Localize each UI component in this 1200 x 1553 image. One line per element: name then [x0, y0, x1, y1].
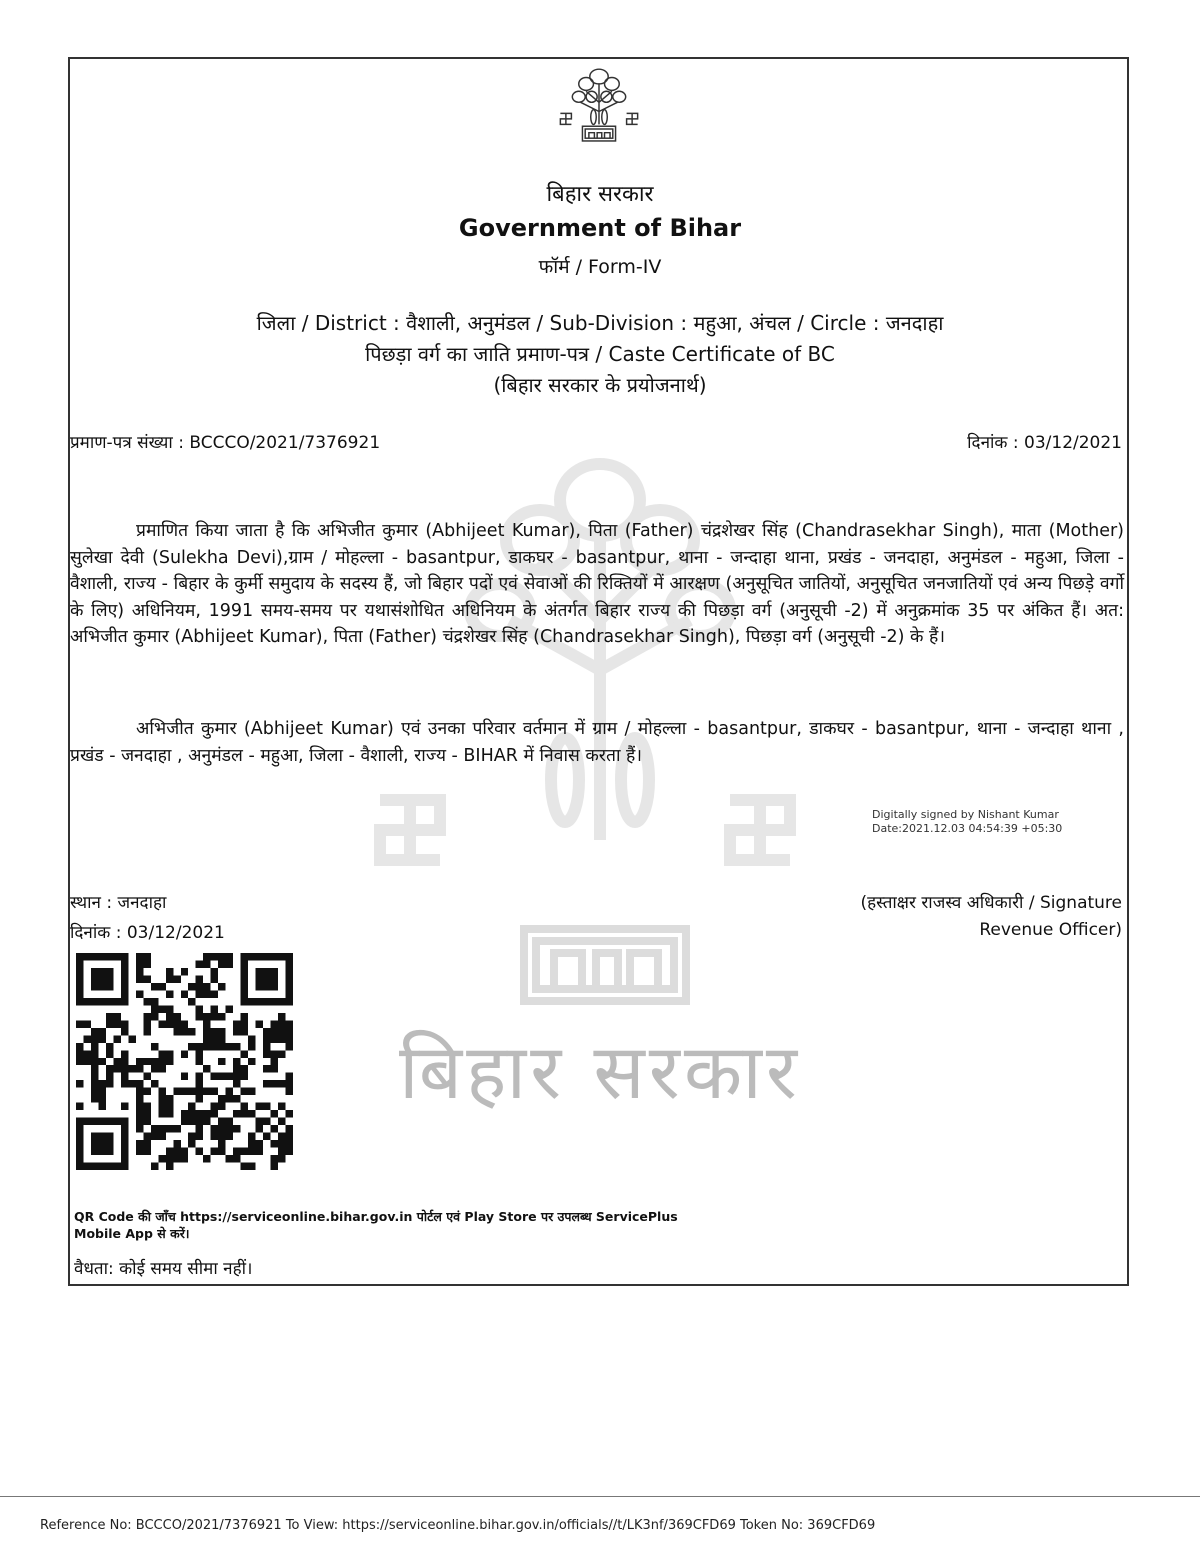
qr-note-line-1: QR Code की जाँच https://serviceonline.bihar.gov.in पोर्टल एवं Play Store पर उपलब्ध ServicePlus [74, 1209, 678, 1224]
place-label: स्थान : जनदाहा [70, 893, 167, 913]
footer-divider [0, 1496, 1200, 1497]
digital-signature-line-1: Digitally signed by Nishant Kumar [872, 808, 1059, 821]
certificate-title: पिछड़ा वर्ग का जाति प्रमाण-पत्र / Caste Certificate of BC [365, 342, 835, 366]
footer-reference: Reference No: BCCCO/2021/7376921 To View: https://serviceonline.bihar.gov.in/officials//t/LK3nf/369CFD69 Token No: 369CFD69 [40, 1518, 876, 1533]
certificate-paragraph-1: प्रमाणित किया जाता है कि अभिजीत कुमार (Abhijeet Kumar), पिता (Father) चंद्रशेखर सिंह (Chandrasekhar Singh), माता (Mother) सुलेखा देवी (Sulekha Devi),ग्राम / मोहल्ला - basantpur, डाकघर - basantpur, थाना - जन्दाहा थाना, प्रखंड - जनदाहा, अनुमंडल - महुआ, जिला - वैशाली, राज्य - बिहार के कुर्मी समुदाय के सदस्य हैं, जो बिहार पदों एवं सेवाओं की रिक्तियों में आरक्षण (अनुसूचित जातियों, अनुसूचित जनजातियों एवं अन्य पिछड़े वर्गो के लिए) अधिनियम, 1991 समय-समय पर यथासंशोधित अधिनियम के अंतर्गत बिहार राज्य की पिछड़ा वर्ग (अनुसूची -2) में अनुक्रमांक 35 पर अंकित हैं। अत: अभिजीत कुमार (Abhijeet Kumar), पिता (Father) चंद्रशेखर सिंह (Chandrasekhar Singh), पिछड़ा वर्ग (अनुसूची -2) के हैं। [70, 521, 1124, 647]
digital-signature [872, 808, 1062, 836]
issue-date-label: दिनांक : 03/12/2021 [70, 923, 225, 943]
digital-signature-line-2: Date:2021.12.03 04:54:39 +05:30 [872, 822, 1063, 835]
signature-line-1: (हस्ताक्षर राजस्व अधिकारी / Signature [860, 893, 1122, 913]
watermark-plaque-icon [520, 925, 690, 1005]
watermark-text: बिहार सरकार [399, 1027, 801, 1116]
certificate-paragraph-2: अभिजीत कुमार (Abhijeet Kumar) एवं उनका परिवार वर्तमान में ग्राम / मोहल्ला - basantpur, डाकघर - basantpur, थाना - जन्दाहा थाना , प्रखंड - जनदाहा , अनुमंडल - महुआ, जिला - वैशाली, राज्य - BIHAR में निवास करता हैं। [70, 719, 1124, 766]
certificate-date: दिनांक : 03/12/2021 [967, 433, 1122, 453]
form-label: फॉर्म / Form-IV [538, 256, 662, 278]
signature-line-2: Revenue Officer) [979, 920, 1122, 940]
validity-text: वैधता: कोई समय सीमा नहीं। [74, 1259, 253, 1279]
qr-note-line-2: Mobile App से करें। [74, 1226, 190, 1241]
qr-code [76, 953, 293, 1170]
header-hindi-title: बिहार सरकार [546, 182, 654, 207]
certificate-number: प्रमाण-पत्र संख्या : BCCCO/2021/7376921 [70, 433, 381, 453]
qr-verification-note [74, 1208, 754, 1242]
location-line: जिला / District : वैशाली, अनुमंडल / Sub-Division : महुआ, अंचल / Circle : जनदाहा [256, 311, 944, 335]
header-english-title: Government of Bihar [458, 214, 742, 242]
certificate-purpose: (बिहार सरकार के प्रयोजनार्थ) [493, 373, 707, 397]
bihar-emblem-icon [553, 60, 645, 152]
